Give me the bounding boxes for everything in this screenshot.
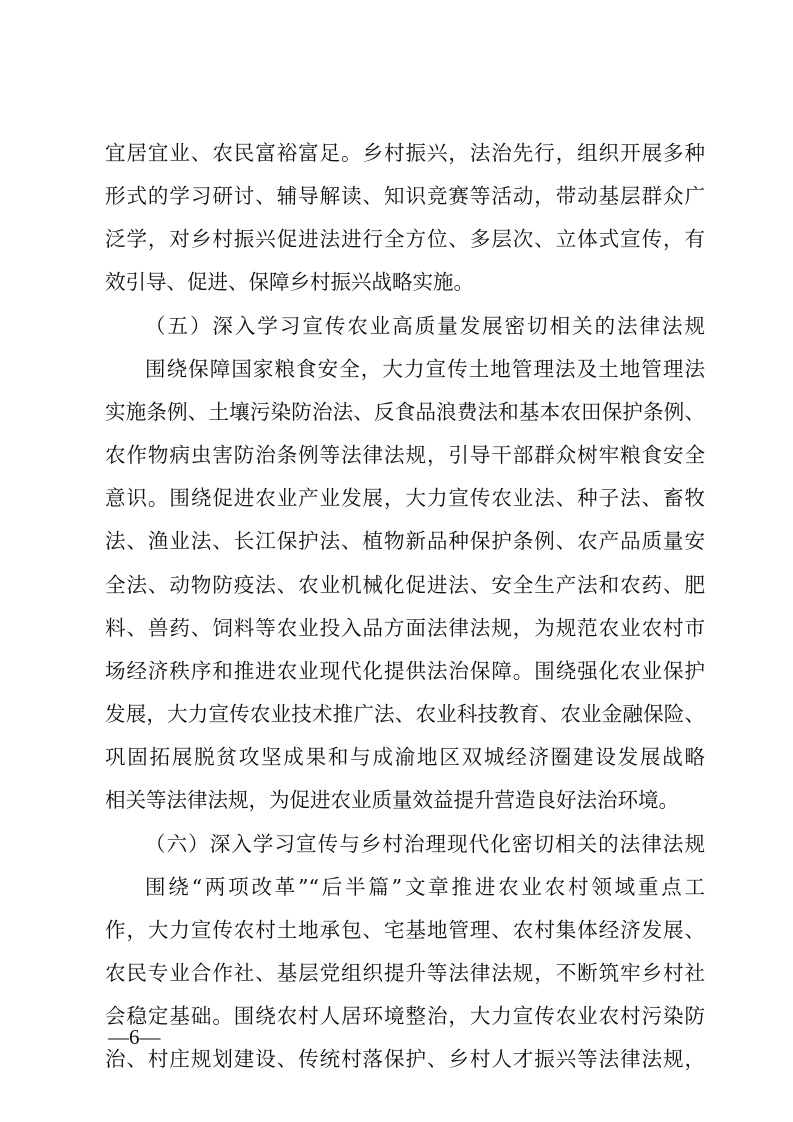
body-text-line: 围绕保障国家粮食安全，大力宣传土地管理法及土地管理法 bbox=[145, 357, 705, 381]
body-text-line: 场经济秩序和推进农业现代化提供法治保障。围绕强化农业保护 bbox=[105, 659, 705, 683]
body-text-line: 农作物病虫害防治条例等法律法规，引导干部群众树牢粮食安全 bbox=[105, 443, 705, 467]
page-number: —6— bbox=[108, 1025, 161, 1049]
body-text-line: 作，大力宣传农村土地承包、宅基地管理、农村集体经济发展、 bbox=[105, 918, 705, 942]
body-text-line: 农民专业合作社、基层党组织提升等法律法规，不断筑牢乡村社 bbox=[105, 961, 705, 985]
body-text-line: 会稳定基础。围绕农村人居环境整治，大力宣传农业农村污染防 bbox=[105, 1004, 705, 1028]
body-text-line: 巩固拓展脱贫攻坚成果和与成渝地区双城经济圈建设发展战略 bbox=[105, 745, 705, 769]
body-text-line: 泛学，对乡村振兴促进法进行全方位、多层次、立体式宣传，有 bbox=[105, 227, 705, 251]
body-text-line: 效引导、促进、保障乡村振兴战略实施。 bbox=[105, 270, 474, 294]
body-text-line: 全法、动物防疫法、农业机械化促进法、安全生产法和农药、肥 bbox=[105, 573, 705, 597]
body-text-line: 料、兽药、饲料等农业投入品方面法律法规，为规范农业农村市 bbox=[105, 616, 705, 640]
section-heading-six: （六）深入学习宣传与乡村治理现代化密切相关的法律法规 bbox=[145, 832, 705, 856]
body-text-line: 意识。围绕促进农业产业发展，大力宣传农业法、种子法、畜牧 bbox=[105, 486, 705, 510]
body-text-line: 实施条例、土壤污染防治法、反食品浪费法和基本农田保护条例、 bbox=[105, 400, 705, 424]
body-text-line: 围绕“两项改革”“后半篇”文章推进农业农村领域重点工 bbox=[145, 875, 705, 899]
section-heading-five: （五）深入学习宣传农业高质量发展密切相关的法律法规 bbox=[145, 314, 705, 338]
body-text-line: 形式的学习研讨、辅导解读、知识竞赛等活动，带动基层群众广 bbox=[105, 184, 705, 208]
body-text-line: 治、村庄规划建设、传统村落保护、乡村人才振兴等法律法规， bbox=[105, 1047, 705, 1071]
body-text-line: 法、渔业法、长江保护法、植物新品种保护条例、农产品质量安 bbox=[105, 529, 705, 553]
body-text-line: 宜居宜业、农民富裕富足。乡村振兴，法治先行，组织开展多种 bbox=[105, 141, 705, 165]
body-text-line: 发展，大力宣传农业技术推广法、农业科技教育、农业金融保险、 bbox=[105, 702, 705, 726]
body-text-line: 相关等法律法规，为促进农业质量效益提升营造良好法治环境。 bbox=[105, 788, 679, 812]
